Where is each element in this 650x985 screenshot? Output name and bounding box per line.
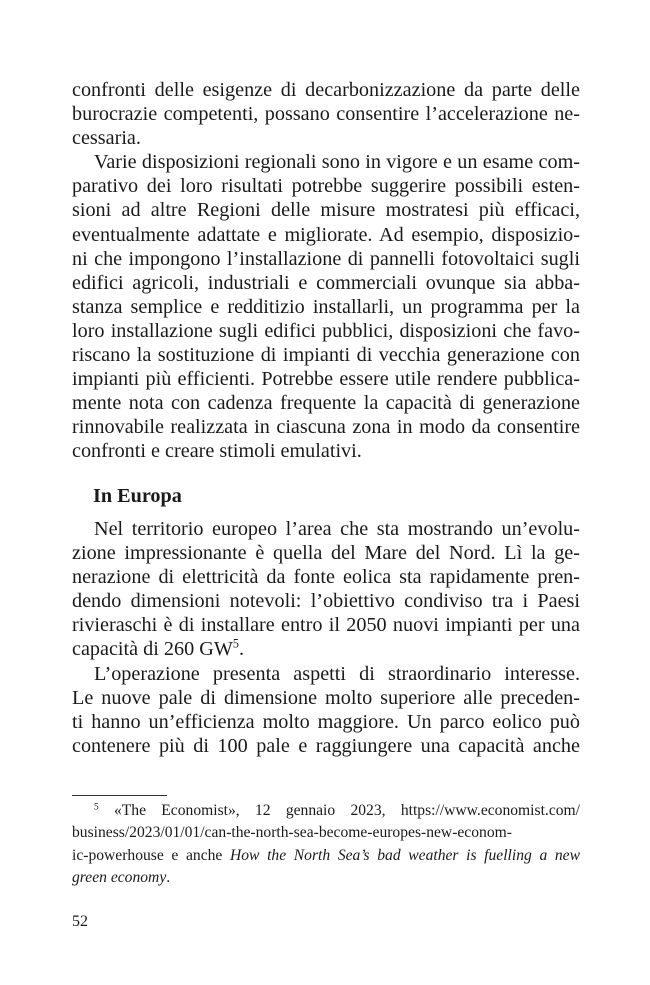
text-line: sioni ad altre Regioni delle misure mostratesi più efficaci, <box>72 199 580 222</box>
text-line: confronti delle esigenze di decarbonizzazione da parte delle <box>72 79 580 101</box>
text-line: dendo dimensioni notevoli: l’obiettivo condiviso tra i Paesi <box>72 590 580 613</box>
footnote-line <box>72 867 580 889</box>
paragraph-continuation <box>72 78 580 150</box>
text-line: rinnovabile realizzata in ciascuna zona in modo da consentire <box>72 416 580 439</box>
text-line: ti hanno un’efficienza molto maggiore. Un parco eolico può <box>72 710 580 733</box>
footnote-reference[interactable]: 5 <box>232 637 239 652</box>
article-title: How the North Sea’s bad weather is fuelling a new <box>230 846 580 864</box>
text-fragment: . <box>166 868 171 886</box>
text-line: confronti e creare stimoli emulativi. <box>72 440 362 463</box>
text-line: riscano la sostituzione di impianti di vecchia generazione con <box>72 344 580 367</box>
text-line: parativo dei loro risultati potrebbe suggerire possibili esten- <box>72 175 580 198</box>
text-line: ni che impongono l’installazione di pannelli fotovoltaici sugli <box>72 247 580 270</box>
text-line: mente nota con cadenza frequente la capacità di generazione <box>72 392 580 415</box>
text-line: contenere più di 100 pale e raggiungere una capacità anche <box>72 734 580 757</box>
text-fragment: capacità di 260 GW <box>72 638 233 661</box>
text-line: L’operazione presenta aspetti di straordinario interesse. <box>94 662 580 685</box>
text-line: nerazione di elettricità da fonte eolica sta rapidamente pren- <box>72 566 580 589</box>
text-line: rivieraschi è di installare entro il 2050 nuovi impianti per una <box>72 614 580 637</box>
text-line: stanza semplice e redditizio installarli, un programma per la <box>72 295 580 318</box>
paragraph-regional-provisions <box>72 150 580 463</box>
text-fragment: «The Economist», 12 gennaio 2023, https://www.economist.com/ <box>113 802 580 819</box>
footnote-line <box>72 845 580 867</box>
section-heading: In Europa <box>93 485 182 507</box>
footnote-marker: 5 <box>94 802 99 813</box>
text-line <box>72 637 580 661</box>
text-line: edifici agricoli, industriali e commerciali ovunque sia abba- <box>72 271 580 294</box>
text-line: Nel territorio europeo l’area che sta mostrando un’evolu- <box>94 518 580 540</box>
page-number: 52 <box>72 913 88 930</box>
page-body-europe <box>72 517 580 758</box>
text-line: Le nuove pale di dimensione molto superiore alle preceden- <box>72 686 580 709</box>
text-line: Varie disposizioni regionali sono in vigore e un esame com- <box>94 151 580 174</box>
text-line: zione impressionante è quella del Mare del Nord. Lì la ge- <box>72 542 580 565</box>
text-line: loro installazione sugli edifici pubblici, disposizioni che favo- <box>72 319 580 342</box>
paragraph-wind-farms <box>72 662 580 758</box>
footnote-line <box>72 800 580 822</box>
page-body <box>72 78 580 464</box>
footnote-divider <box>72 795 167 796</box>
text-fragment: ic-powerhouse e anche <box>72 846 230 864</box>
article-title-continued: green economy <box>72 868 167 886</box>
text-line: cessaria. <box>72 127 141 150</box>
footnote-line: business/2023/01/01/can-the-north-sea-become-europes-new-econom- <box>72 824 512 842</box>
text-fragment: . <box>238 638 244 661</box>
text-line: burocrazie competenti, possano consentire l’accelerazione ne- <box>72 103 580 126</box>
footnote <box>72 800 580 889</box>
paragraph-north-sea <box>72 517 580 662</box>
text-line: eventualmente adattate e migliorate. Ad esempio, disposizio- <box>72 223 580 246</box>
text-line: impianti più efficienti. Potrebbe essere utile rendere pubblica- <box>72 368 580 391</box>
